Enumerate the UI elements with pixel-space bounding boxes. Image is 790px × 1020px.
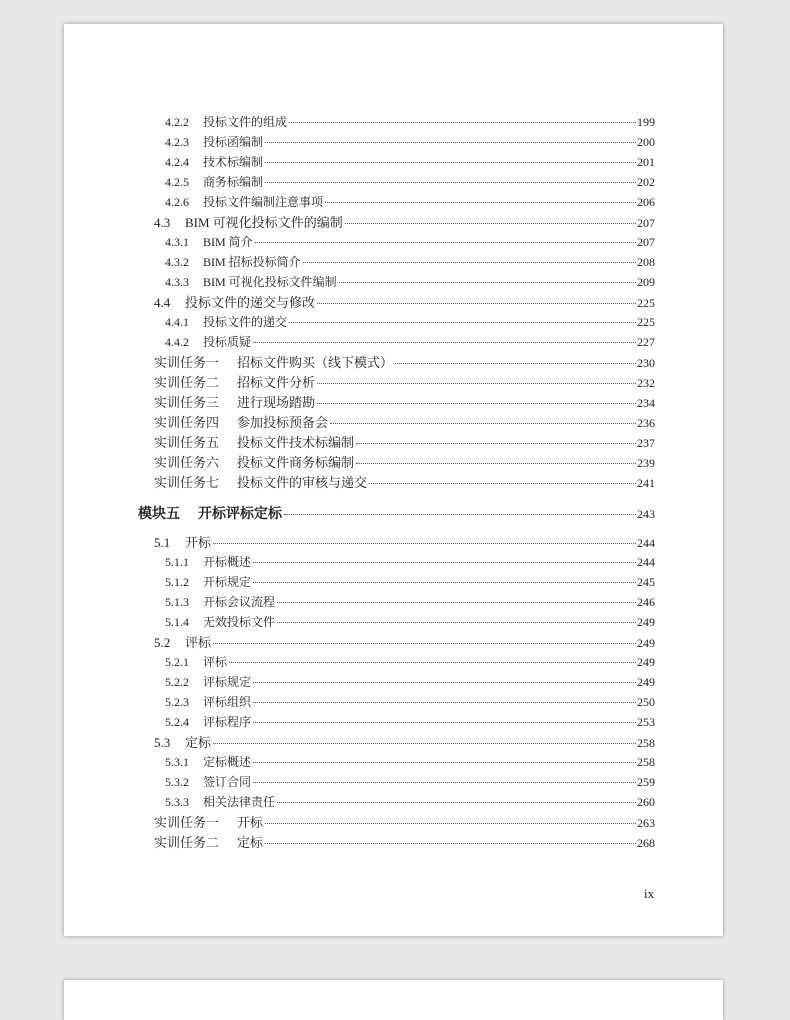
toc-entry-page: 207: [637, 235, 655, 249]
toc-entry-number: 实训任务三: [154, 395, 220, 410]
toc-entry-page: 225: [637, 315, 655, 329]
toc-entry-page: 249: [637, 675, 655, 689]
dot-leader: [325, 202, 636, 203]
toc-entry-page: 243: [637, 507, 655, 521]
toc-entry-page: 250: [637, 695, 655, 709]
toc-entry-page: 260: [637, 795, 655, 809]
toc-entry[interactable]: [154, 374, 655, 392]
toc-page: [64, 24, 723, 936]
toc-entry-number: 实训任务一: [154, 355, 220, 370]
toc-entry-number: 实训任务七: [154, 475, 220, 490]
toc-entry[interactable]: [165, 274, 655, 291]
toc-entry-title: 评标组织: [203, 695, 252, 709]
dot-leader: [213, 643, 636, 644]
toc-entry-title: 定标: [237, 835, 264, 850]
toc-entry[interactable]: [154, 294, 655, 312]
dot-leader: [253, 762, 636, 763]
toc-entry-page: 202: [637, 175, 655, 189]
dot-leader: [345, 223, 636, 224]
dot-leader: [265, 843, 636, 844]
toc-entry-page: 249: [637, 615, 655, 629]
toc-entry-page: 200: [637, 135, 655, 149]
toc-entry[interactable]: [138, 503, 655, 523]
toc-entry[interactable]: [165, 114, 655, 131]
toc-entry-number: 5.1.3: [165, 595, 189, 609]
toc-entry-number: 4.3: [154, 215, 171, 230]
toc-entry-page: 208: [637, 255, 655, 269]
toc-entry-title: 投标文件的审核与递交: [237, 475, 368, 490]
toc-entry-number: 实训任务四: [154, 415, 220, 430]
dot-leader: [303, 262, 636, 263]
dot-leader: [284, 514, 636, 515]
dot-leader: [253, 562, 636, 563]
toc-entry-number: 5.2.4: [165, 715, 189, 729]
toc-entry[interactable]: [165, 574, 655, 591]
toc-entry-page: 227: [637, 335, 655, 349]
toc-entry-page: 239: [637, 456, 655, 470]
toc-entry-number: 4.3.1: [165, 235, 189, 249]
toc-entry[interactable]: [154, 394, 655, 412]
toc-entry-title: 开标规定: [203, 575, 252, 589]
dot-leader: [253, 682, 636, 683]
toc-entry-title: 定标概述: [203, 755, 252, 769]
toc-entry-page: 225: [637, 296, 655, 310]
dot-leader: [339, 282, 636, 283]
toc-entry-title: 签订合同: [203, 775, 252, 789]
toc-entry-page: 209: [637, 275, 655, 289]
toc-entry-title: 技术标编制: [203, 155, 264, 169]
toc-entry-page: 249: [637, 655, 655, 669]
dot-leader: [369, 483, 636, 484]
dot-leader: [356, 443, 636, 444]
toc-entry-page: 199: [637, 115, 655, 129]
toc-entry-number: 5.3.2: [165, 775, 189, 789]
toc-entry[interactable]: [165, 754, 655, 771]
toc-entry[interactable]: [154, 474, 655, 492]
toc-entry-page: 253: [637, 715, 655, 729]
toc-entry-title: 投标文件编制注意事项: [203, 195, 324, 209]
toc-entry-title: 商务标编制: [203, 175, 264, 189]
toc-entry-title: 投标文件商务标编制: [237, 455, 355, 470]
toc-entry-number: 5.2.1: [165, 655, 189, 669]
dot-leader: [229, 662, 636, 663]
page-number: ix: [644, 886, 655, 901]
dot-leader: [356, 463, 636, 464]
toc-entry-number: 5.1.4: [165, 615, 189, 629]
dot-leader: [395, 363, 636, 364]
toc-entry-title: 投标文件技术标编制: [237, 435, 355, 450]
toc-entry[interactable]: [165, 694, 655, 711]
toc-entry[interactable]: [154, 734, 655, 752]
toc-entry-title: 开标会议流程: [203, 595, 276, 609]
toc-entry-title: 投标文件的递交: [203, 315, 288, 329]
toc-entry-title: 开标: [237, 815, 264, 830]
toc-entry-title: 投标文件的递交与修改: [185, 295, 316, 310]
toc-entry[interactable]: [165, 134, 655, 151]
toc-entry-page: 206: [637, 195, 655, 209]
toc-entry[interactable]: [165, 314, 655, 331]
dot-leader: [317, 403, 636, 404]
toc-entry-number: 实训任务六: [154, 455, 220, 470]
toc-entry-number: 5.1.1: [165, 555, 189, 569]
toc-entry[interactable]: [154, 414, 655, 432]
toc-entry[interactable]: [165, 254, 655, 271]
dot-leader: [253, 702, 636, 703]
toc-entry-title: 定标: [185, 735, 212, 750]
dot-leader: [277, 802, 636, 803]
toc-entry-title: 参加投标预备会: [237, 415, 329, 430]
toc-entry[interactable]: [165, 154, 655, 171]
toc-entry[interactable]: [154, 434, 655, 452]
toc-entry-number: 4.2.2: [165, 115, 189, 129]
toc-entry-page: 232: [637, 376, 655, 390]
toc-entry[interactable]: [165, 654, 655, 671]
toc-entry-page: 258: [637, 755, 655, 769]
toc-entry-page: 236: [637, 416, 655, 430]
toc-entry-number: 5.3.3: [165, 795, 189, 809]
toc-entry[interactable]: [154, 454, 655, 472]
table-of-contents: [64, 24, 723, 936]
dot-leader: [253, 582, 636, 583]
toc-entry-number: 4.2.4: [165, 155, 189, 169]
toc-entry-page: 268: [637, 836, 655, 850]
dot-leader: [289, 322, 636, 323]
toc-entry-title: BIM 招标投标简介: [203, 255, 301, 269]
toc-entry[interactable]: [165, 794, 655, 811]
toc-entry-number: 5.2.3: [165, 695, 189, 709]
toc-entry-page: 258: [637, 736, 655, 750]
toc-entry-page: 263: [637, 816, 655, 830]
toc-entry-page: 237: [637, 436, 655, 450]
toc-entry-title: 进行现场踏勘: [237, 395, 316, 410]
toc-entry-page: 244: [637, 555, 655, 569]
toc-entry-title: 开标概述: [203, 555, 252, 569]
toc-entry-page: 245: [637, 575, 655, 589]
toc-entry-number: 5.3.1: [165, 755, 189, 769]
toc-entry-page: 246: [637, 595, 655, 609]
toc-entry-title: BIM 可视化投标文件的编制: [185, 215, 343, 230]
toc-entry-number: 实训任务二: [154, 375, 220, 390]
dot-leader: [277, 622, 636, 623]
toc-entry[interactable]: [165, 674, 655, 691]
toc-entry-number: 4.4: [154, 295, 171, 310]
toc-entry-title: 评标程序: [203, 715, 252, 729]
toc-entry-number: 4.4.1: [165, 315, 189, 329]
toc-entry-page: 259: [637, 775, 655, 789]
toc-entry[interactable]: [165, 194, 655, 211]
toc-entry-title: 开标: [185, 535, 212, 550]
toc-entry-page: 241: [637, 476, 655, 490]
toc-entry[interactable]: [165, 334, 655, 351]
dot-leader: [213, 543, 636, 544]
next-page-edge: [64, 980, 723, 1020]
dot-leader: [265, 182, 636, 183]
toc-entry-title: BIM 简介: [203, 235, 253, 249]
dot-leader: [213, 743, 636, 744]
toc-entry-number: 4.2.5: [165, 175, 189, 189]
toc-entry[interactable]: [165, 614, 655, 631]
toc-entry-title: BIM 可视化投标文件编制: [203, 275, 337, 289]
dot-leader: [255, 242, 636, 243]
toc-entry-title: 无效投标文件: [203, 615, 276, 629]
toc-entry[interactable]: [165, 554, 655, 571]
toc-entry-number: 4.4.2: [165, 335, 189, 349]
toc-entry-number: 5.1.2: [165, 575, 189, 589]
dot-leader: [265, 142, 636, 143]
toc-entry-number: 模块五: [138, 505, 180, 521]
toc-entry-number: 5.3: [154, 735, 171, 750]
toc-entry-page: 230: [637, 356, 655, 370]
toc-entry[interactable]: [165, 594, 655, 611]
toc-entry[interactable]: [154, 214, 655, 232]
toc-entry[interactable]: [154, 634, 655, 652]
dot-leader: [265, 823, 636, 824]
toc-entry-title: 投标质疑: [203, 335, 252, 349]
toc-entry[interactable]: [154, 814, 655, 832]
toc-entry-number: 4.3.3: [165, 275, 189, 289]
dot-leader: [277, 602, 636, 603]
toc-entry-number: 实训任务二: [154, 835, 220, 850]
toc-entry-number: 4.2.3: [165, 135, 189, 149]
toc-entry[interactable]: [154, 834, 655, 852]
dot-leader: [265, 162, 636, 163]
toc-entry-number: 4.2.6: [165, 195, 189, 209]
toc-entry[interactable]: [165, 774, 655, 791]
toc-entry-title: 招标文件分析: [237, 375, 316, 390]
toc-entry-title: 相关法律责任: [203, 795, 276, 809]
dot-leader: [253, 342, 636, 343]
toc-entry-page: 207: [637, 216, 655, 230]
toc-entry-title: 开标评标定标: [198, 505, 282, 521]
toc-entry[interactable]: [165, 174, 655, 191]
toc-entry-number: 4.3.2: [165, 255, 189, 269]
dot-leader: [253, 782, 636, 783]
dot-leader: [317, 303, 636, 304]
toc-entry-number: 5.2: [154, 635, 171, 650]
toc-entry-title: 评标: [203, 655, 228, 669]
toc-entry-title: 评标规定: [203, 675, 252, 689]
toc-entry-page: 234: [637, 396, 655, 410]
toc-entry-number: 5.2.2: [165, 675, 189, 689]
dot-leader: [289, 122, 636, 123]
toc-entry[interactable]: [165, 234, 655, 251]
dot-leader: [317, 383, 636, 384]
toc-entry-page: 249: [637, 636, 655, 650]
toc-entry-page: 201: [637, 155, 655, 169]
toc-entry-title: 投标文件的组成: [203, 115, 288, 129]
dot-leader: [330, 423, 636, 424]
toc-entry-title: 评标: [185, 635, 212, 650]
toc-entry-number: 实训任务一: [154, 815, 220, 830]
toc-entry-page: 244: [637, 536, 655, 550]
toc-entry-number: 实训任务五: [154, 435, 220, 450]
toc-entry[interactable]: [165, 714, 655, 731]
toc-entry-title: 招标文件购买（线下模式）: [237, 355, 394, 370]
toc-entry-number: 5.1: [154, 535, 171, 550]
dot-leader: [253, 722, 636, 723]
toc-entry-title: 投标函编制: [203, 135, 264, 149]
toc-entry[interactable]: [154, 534, 655, 552]
toc-entry[interactable]: [154, 354, 655, 372]
